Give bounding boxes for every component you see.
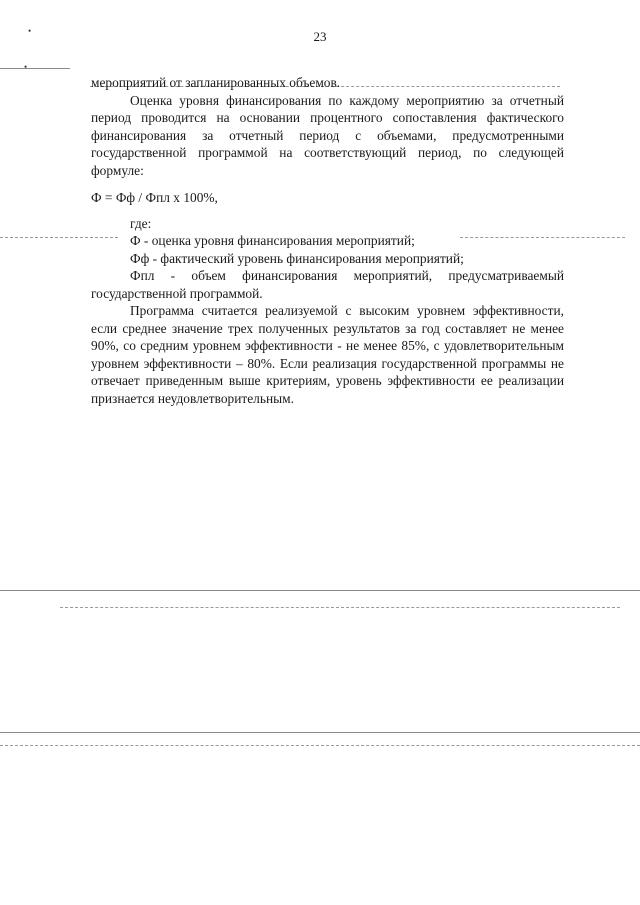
paragraph-effectiveness: Программа считается реализуемой с высоким уровнем эффективности, если среднее значение трех полученных результатов за год составляет не менее 90%, со средним уровнем эффективности - не менее 85%, с удовлетворительным уровнем эффективности – 80%. Если реализация государственной программы не отвечает приведенным выше критериям, уровень эффективности ее реализации признается неудовлетворительным. [91, 303, 564, 406]
page-number: 23 [313, 29, 327, 44]
definition-fpl: Фпл - объем финансирования мероприятий, предусматриваемый государственной программой. [91, 268, 564, 301]
scan-line [0, 68, 70, 69]
scan-line [0, 745, 640, 746]
scan-mark: • [24, 62, 28, 72]
definition-ff: Фф - фактический уровень финансирования мероприятий; [130, 250, 464, 266]
formula-where-label: где: [130, 215, 152, 231]
document-body [91, 74, 564, 407]
paragraph-continuation: мероприятий от запланированных объемов. [91, 75, 341, 90]
scan-line [0, 590, 640, 591]
definition-f: Ф - оценка уровня финансирования мероприятий; [130, 233, 415, 248]
scan-line [0, 732, 640, 733]
paragraph-assessment: Оценка уровня финансирования по каждому мероприятию за отчетный период проводится на основании процентного сопоставления фактического финансирования за отчетный период с объемами, предусмотренными государственной программой на соответствующий период, по следующей формуле: [91, 92, 564, 178]
scan-mark: • [28, 26, 32, 36]
scan-line [60, 607, 620, 608]
formula: Ф = Фф / Фпл х 100%, [91, 190, 218, 205]
